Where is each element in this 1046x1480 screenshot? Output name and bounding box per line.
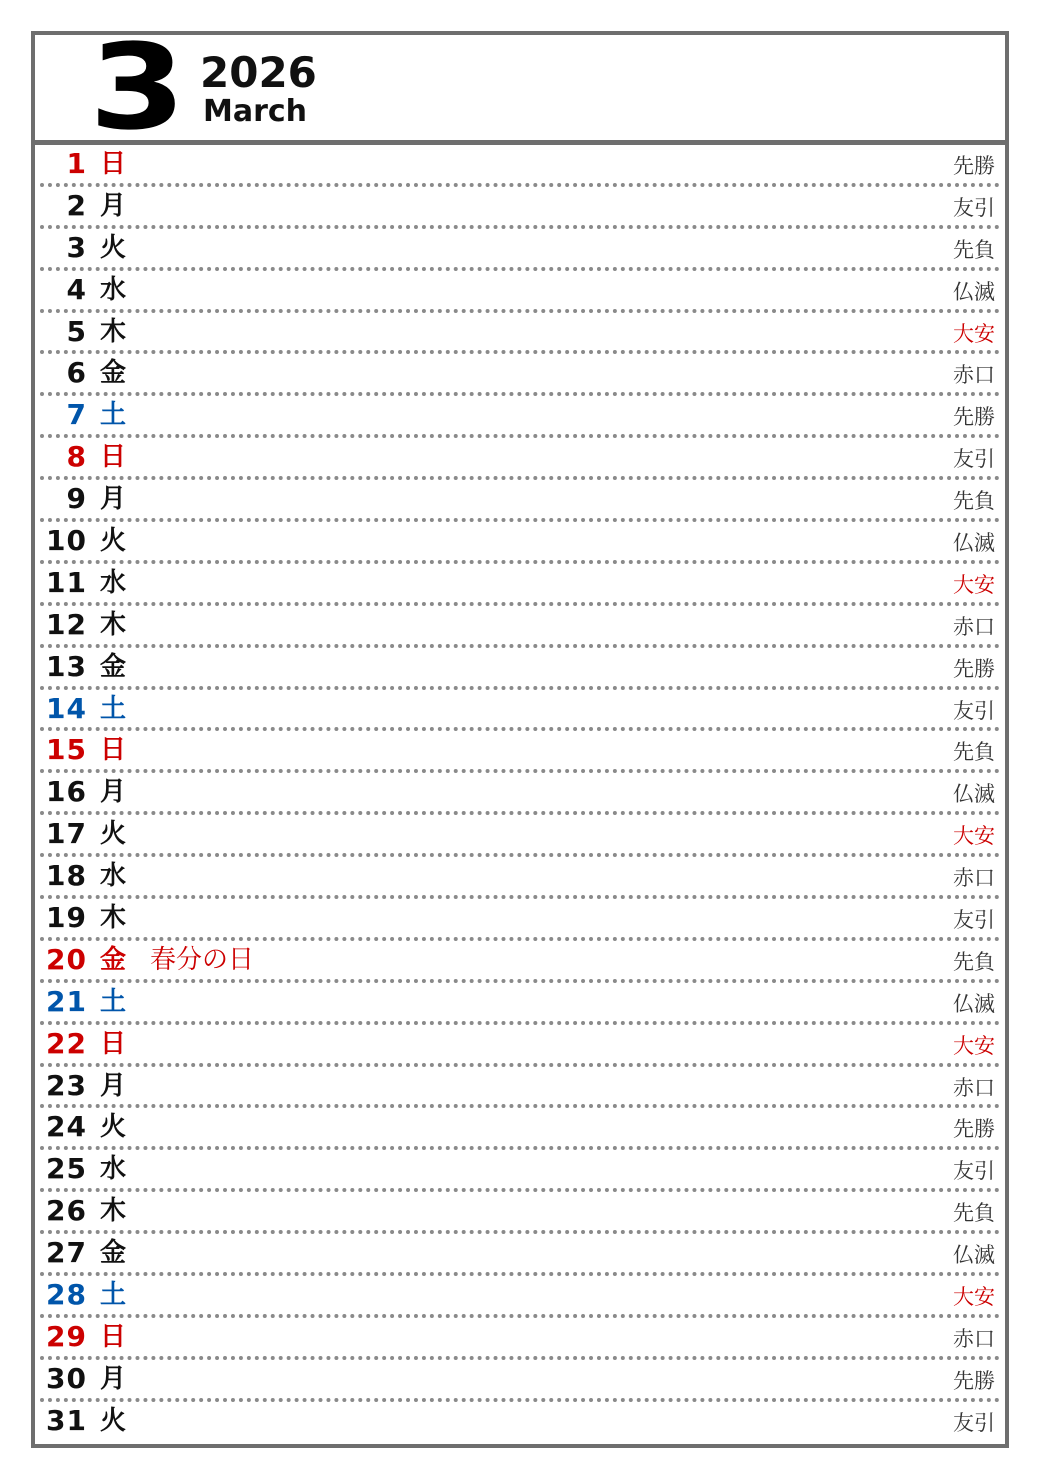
rokuyo-label: 赤口 — [953, 363, 995, 388]
rokuyo-label: 仏滅 — [953, 1243, 995, 1268]
rokuyo-label: 先負 — [953, 489, 995, 514]
day-number: 27 — [46, 1236, 87, 1270]
day-number: 10 — [46, 524, 87, 558]
day-row — [40, 648, 1000, 690]
month-number: 3 — [89, 18, 186, 156]
day-number: 8 — [66, 440, 87, 474]
rokuyo-label: 仏滅 — [953, 279, 995, 304]
day-number: 6 — [66, 356, 87, 390]
day-number: 13 — [46, 649, 87, 683]
day-number: 9 — [66, 482, 87, 516]
day-number: 22 — [46, 1026, 87, 1060]
rokuyo-label: 大安 — [953, 1285, 995, 1310]
day-number: 29 — [46, 1319, 87, 1353]
day-row — [40, 857, 1000, 899]
day-of-week: 月 — [100, 190, 127, 221]
rokuyo-label: 仏滅 — [953, 782, 995, 807]
day-of-week: 木 — [100, 316, 127, 347]
day-number: 18 — [46, 859, 87, 893]
day-number: 31 — [46, 1403, 87, 1437]
day-of-week: 木 — [100, 903, 127, 934]
day-of-week: 月 — [100, 1070, 127, 1101]
day-number: 16 — [46, 775, 87, 809]
rokuyo-label: 大安 — [953, 572, 995, 597]
day-list — [35, 145, 1005, 1444]
rokuyo-label: 友引 — [953, 1410, 995, 1435]
day-of-week: 土 — [100, 400, 127, 431]
rokuyo-label: 仏滅 — [953, 531, 995, 556]
day-row — [40, 941, 1000, 983]
day-number: 7 — [66, 398, 87, 432]
day-of-week: 金 — [100, 358, 127, 389]
day-of-week: 土 — [100, 1280, 127, 1311]
day-number: 30 — [46, 1361, 87, 1395]
day-row — [40, 773, 1000, 815]
day-number: 19 — [46, 901, 87, 935]
day-of-week: 日 — [100, 1321, 127, 1352]
day-number: 5 — [66, 314, 87, 348]
rokuyo-label: 友引 — [953, 698, 995, 723]
day-row — [40, 1192, 1000, 1234]
rokuyo-label: 先勝 — [953, 405, 995, 430]
day-of-week: 日 — [100, 1028, 127, 1059]
year-label: 2026 — [200, 48, 317, 97]
day-row — [40, 690, 1000, 732]
day-of-week: 月 — [100, 777, 127, 808]
day-number: 12 — [46, 607, 87, 641]
day-of-week: 火 — [100, 1112, 127, 1143]
day-row — [40, 480, 1000, 522]
rokuyo-label: 仏滅 — [953, 991, 995, 1016]
rokuyo-label: 友引 — [953, 447, 995, 472]
day-row — [40, 1067, 1000, 1109]
rokuyo-label: 赤口 — [953, 1075, 995, 1100]
rokuyo-label: 先負 — [953, 949, 995, 974]
day-of-week: 土 — [100, 693, 127, 724]
day-number: 28 — [46, 1278, 87, 1312]
calendar-frame — [31, 18, 1009, 1448]
day-row — [40, 564, 1000, 606]
rokuyo-label: 大安 — [953, 321, 995, 346]
rokuyo-label: 先負 — [953, 740, 995, 765]
holiday-note: 春分の日 — [150, 944, 255, 975]
rokuyo-label: 大安 — [953, 1033, 995, 1058]
rokuyo-label: 赤口 — [953, 1326, 995, 1351]
day-number: 20 — [46, 942, 87, 976]
day-of-week: 木 — [100, 1196, 127, 1227]
rokuyo-label: 先勝 — [953, 154, 995, 178]
day-row — [40, 354, 1000, 396]
day-of-week: 水 — [100, 861, 127, 892]
day-row — [40, 1150, 1000, 1192]
day-of-week: 水 — [100, 1154, 127, 1185]
day-row — [40, 983, 1000, 1025]
day-number: 21 — [46, 984, 87, 1018]
rokuyo-label: 友引 — [953, 195, 995, 220]
rokuyo-label: 先負 — [953, 237, 995, 262]
day-row — [40, 731, 1000, 773]
rokuyo-label: 赤口 — [953, 866, 995, 891]
day-of-week: 金 — [100, 944, 127, 975]
day-of-week: 日 — [100, 149, 127, 179]
day-row — [40, 187, 1000, 229]
day-number: 23 — [46, 1068, 87, 1102]
day-of-week: 水 — [100, 274, 127, 305]
rokuyo-label: 先負 — [953, 1201, 995, 1226]
day-number: 3 — [66, 230, 87, 264]
day-row — [40, 899, 1000, 941]
day-row — [40, 1360, 1000, 1402]
day-row — [40, 1108, 1000, 1150]
day-row — [40, 271, 1000, 313]
day-of-week: 火 — [100, 1405, 127, 1436]
day-of-week: 金 — [100, 1238, 127, 1269]
day-number: 24 — [46, 1110, 87, 1144]
day-of-week: 月 — [100, 1363, 127, 1394]
day-of-week: 土 — [100, 986, 127, 1017]
day-row — [40, 145, 1000, 187]
day-number: 26 — [46, 1194, 87, 1228]
day-of-week: 木 — [100, 609, 127, 640]
rokuyo-label: 先勝 — [953, 656, 995, 681]
day-number: 14 — [46, 691, 87, 725]
calendar-header — [35, 18, 1005, 156]
rokuyo-label: 友引 — [953, 908, 995, 933]
day-row — [40, 815, 1000, 857]
day-row — [40, 1276, 1000, 1318]
rokuyo-label: 先勝 — [953, 1368, 995, 1393]
day-row — [40, 1402, 1000, 1444]
day-of-week: 日 — [100, 735, 127, 766]
day-of-week: 日 — [100, 442, 127, 473]
day-row — [40, 438, 1000, 480]
day-number: 25 — [46, 1152, 87, 1186]
day-row — [40, 1234, 1000, 1276]
rokuyo-label: 赤口 — [953, 614, 995, 639]
day-number: 2 — [66, 188, 87, 222]
day-of-week: 金 — [100, 651, 127, 682]
day-of-week: 月 — [100, 484, 127, 515]
day-number: 17 — [46, 817, 87, 851]
day-number: 4 — [66, 272, 87, 306]
day-row — [40, 1318, 1000, 1360]
day-of-week: 火 — [100, 819, 127, 850]
day-of-week: 火 — [100, 232, 127, 263]
day-row — [40, 1025, 1000, 1067]
day-row — [40, 396, 1000, 438]
day-row — [40, 522, 1000, 564]
rokuyo-label: 友引 — [953, 1159, 995, 1184]
day-row — [40, 229, 1000, 271]
day-row — [40, 606, 1000, 648]
rokuyo-label: 大安 — [953, 824, 995, 849]
day-number: 1 — [66, 147, 87, 180]
day-of-week: 火 — [100, 526, 127, 557]
day-of-week: 水 — [100, 567, 127, 598]
month-name-label: March — [203, 94, 308, 129]
day-number: 11 — [46, 565, 87, 599]
day-row — [40, 313, 1000, 355]
rokuyo-label: 先勝 — [953, 1117, 995, 1142]
day-number: 15 — [46, 733, 87, 767]
